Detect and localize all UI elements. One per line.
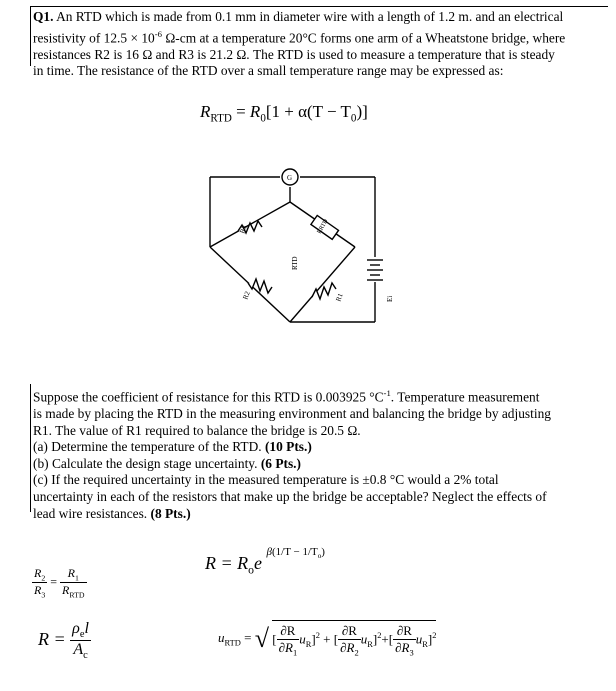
symbol: u xyxy=(415,631,423,647)
symbol: R xyxy=(346,640,355,655)
subscript: c xyxy=(83,650,88,662)
numerator: ∂R xyxy=(393,623,416,640)
symbol: A xyxy=(73,641,84,659)
eq-subscript: 0 xyxy=(260,112,266,125)
eq-subscript: 0 xyxy=(350,112,357,125)
fraction xyxy=(60,566,86,600)
body-text: lead wire resistances. xyxy=(33,505,151,521)
symbol: R xyxy=(34,566,42,580)
wheatstone-bridge-diagram xyxy=(200,162,420,332)
question-text: in time. The resistance of the RTD over a small temperature range may be expressed as: xyxy=(33,63,504,79)
question-text: resistances R2 is 16 Ω and R3 is 21.2 Ω. The RTD is used to measure a temperature that is steady xyxy=(33,46,555,62)
points: (8 Pts.) xyxy=(150,505,191,521)
subscript: e xyxy=(79,629,85,641)
subscript: R xyxy=(305,638,312,649)
r1-label: R1 xyxy=(334,292,345,303)
question-line xyxy=(33,47,603,64)
body-line xyxy=(33,439,608,456)
problem-paragraph xyxy=(33,385,608,522)
square: 2 xyxy=(377,629,382,640)
plus: + xyxy=(323,631,331,647)
subscript: RTD xyxy=(224,637,241,648)
subscript: o xyxy=(317,552,322,561)
subscript: 2 xyxy=(41,573,46,583)
top-rule xyxy=(30,6,608,7)
fraction: $\frac{\partial R}{\partial R_2}$ xyxy=(340,623,359,658)
subscript: 3 xyxy=(41,590,46,600)
eq-text: )] xyxy=(356,102,368,121)
symbol: ρ xyxy=(72,620,80,637)
rtd-label: RTD xyxy=(291,256,299,270)
body-line xyxy=(33,506,608,523)
question-text: Ω-cm at a temperature 20°C forms one arm of a Wheatstone bridge, where xyxy=(162,30,566,46)
symbol: R xyxy=(285,640,293,655)
rtd-equation xyxy=(200,102,368,124)
body-line xyxy=(33,423,608,440)
r2-resistor xyxy=(248,279,272,293)
subscript: R xyxy=(367,638,373,649)
term: 1/T xyxy=(302,546,318,558)
question-text: An RTD which is made from 0.1 mm in diameter wire with a length of 1.2 m. and an electrical xyxy=(53,9,564,24)
question-line xyxy=(33,26,603,47)
question-text: resistivity of 12.5 × 10 xyxy=(33,30,155,46)
body-line xyxy=(33,472,608,489)
symbol: u xyxy=(218,629,225,645)
symbol: R xyxy=(401,640,410,655)
body-text: (b) Calculate the design stage uncertainty. xyxy=(33,455,261,471)
symbol: R = xyxy=(38,628,66,649)
wire-resistance-formula xyxy=(38,620,91,661)
body-text: is made by placing the RTD in the measuring environment and balancing the bridge by adjusting xyxy=(33,406,551,422)
points: (10 Pts.) xyxy=(264,439,312,455)
thermistor-formula xyxy=(205,546,325,577)
eq-symbol: R xyxy=(249,102,261,121)
eq-text: [1 + α(T − T xyxy=(265,102,351,121)
symbol: R xyxy=(34,583,42,598)
symbol: β xyxy=(266,546,272,558)
square: 2 xyxy=(432,629,437,640)
body-text: . Temperature measurement xyxy=(390,389,540,405)
symbol: R = R xyxy=(205,553,249,573)
square: 2 xyxy=(315,629,320,640)
body-text: uncertainty in each of the resistors that make up the bridge be acceptable? Neglect the effects of xyxy=(33,489,547,505)
question-number: Q1. xyxy=(33,9,54,24)
r3-label: R3 xyxy=(238,224,249,235)
equals: = xyxy=(50,574,58,589)
term: 1/T xyxy=(275,546,291,558)
fraction xyxy=(32,566,47,600)
subscript: RTD xyxy=(69,590,85,600)
body-text: (c) If the required uncertainty in the measured temperature is ±0.8 °C would a 2% total xyxy=(33,472,499,488)
rtd-box-label: RRTD xyxy=(316,218,330,235)
galvanometer-label: G xyxy=(287,174,293,182)
eq-operator: = xyxy=(231,102,250,121)
numerator: ∂R xyxy=(277,623,300,640)
left-margin-bar-2 xyxy=(30,384,31,512)
equals: = xyxy=(244,629,252,645)
symbol: l xyxy=(84,620,89,637)
body-text: Suppose the coefficient of resistance for this RTD is 0.003925 °C xyxy=(33,389,384,405)
exponent: -1 xyxy=(383,388,391,398)
eq-symbol: R xyxy=(200,102,211,121)
body-text: R1. The value of R1 required to balance the bridge is 20.5 Ω. xyxy=(33,422,361,438)
body-line xyxy=(33,385,608,406)
symbol: u xyxy=(299,631,306,647)
subscript: 3 xyxy=(409,647,414,658)
body-line xyxy=(33,456,608,473)
question-paragraph xyxy=(33,9,603,80)
symbol: e xyxy=(253,553,262,573)
sqrt-sign: √ xyxy=(254,623,269,653)
r1-resistor xyxy=(312,283,336,299)
subscript: 1 xyxy=(74,573,79,583)
plus: + xyxy=(381,631,389,647)
body-text: (a) Determine the temperature of the RTD. xyxy=(33,439,265,455)
symbol: R xyxy=(67,566,75,580)
fraction xyxy=(70,620,91,661)
exponent-group: β(1/T − 1/To) xyxy=(266,546,325,561)
sqrt-body: [ $\frac{\partial R}{\partial R_1}$ $u_R]^2$ + [ $\frac{\partial R}{\partial R_2}$ $u_R]^2+$[ $\frac{\partial R}{\partial R_3}$ $u_R]^2$ xyxy=(272,620,436,658)
eq-subscript: RTD xyxy=(210,112,232,125)
left-margin-bar xyxy=(30,6,31,66)
fraction: $\frac{\partial R}{\partial R_3}$ xyxy=(395,623,414,658)
subscript: 1 xyxy=(292,647,298,658)
points: (6 Pts.) xyxy=(260,455,301,471)
question-line xyxy=(33,63,603,80)
question-line xyxy=(33,9,603,26)
body-line xyxy=(33,489,608,506)
bridge-balance-formula xyxy=(32,566,87,600)
body-line xyxy=(33,406,608,423)
subscript: o xyxy=(248,563,254,577)
exponent: -6 xyxy=(154,28,162,39)
source-label: Ei xyxy=(386,295,394,302)
symbol: R xyxy=(62,583,70,598)
uncertainty-formula xyxy=(218,620,436,658)
subscript: 2 xyxy=(354,647,359,658)
symbol: u xyxy=(360,631,368,647)
fraction: $\frac{\partial R}{\partial R_1}$ xyxy=(278,623,298,658)
wire xyxy=(290,247,355,322)
numerator: ∂R xyxy=(338,623,361,640)
r2-label: R2 xyxy=(241,290,252,301)
subscript: R xyxy=(422,638,428,649)
